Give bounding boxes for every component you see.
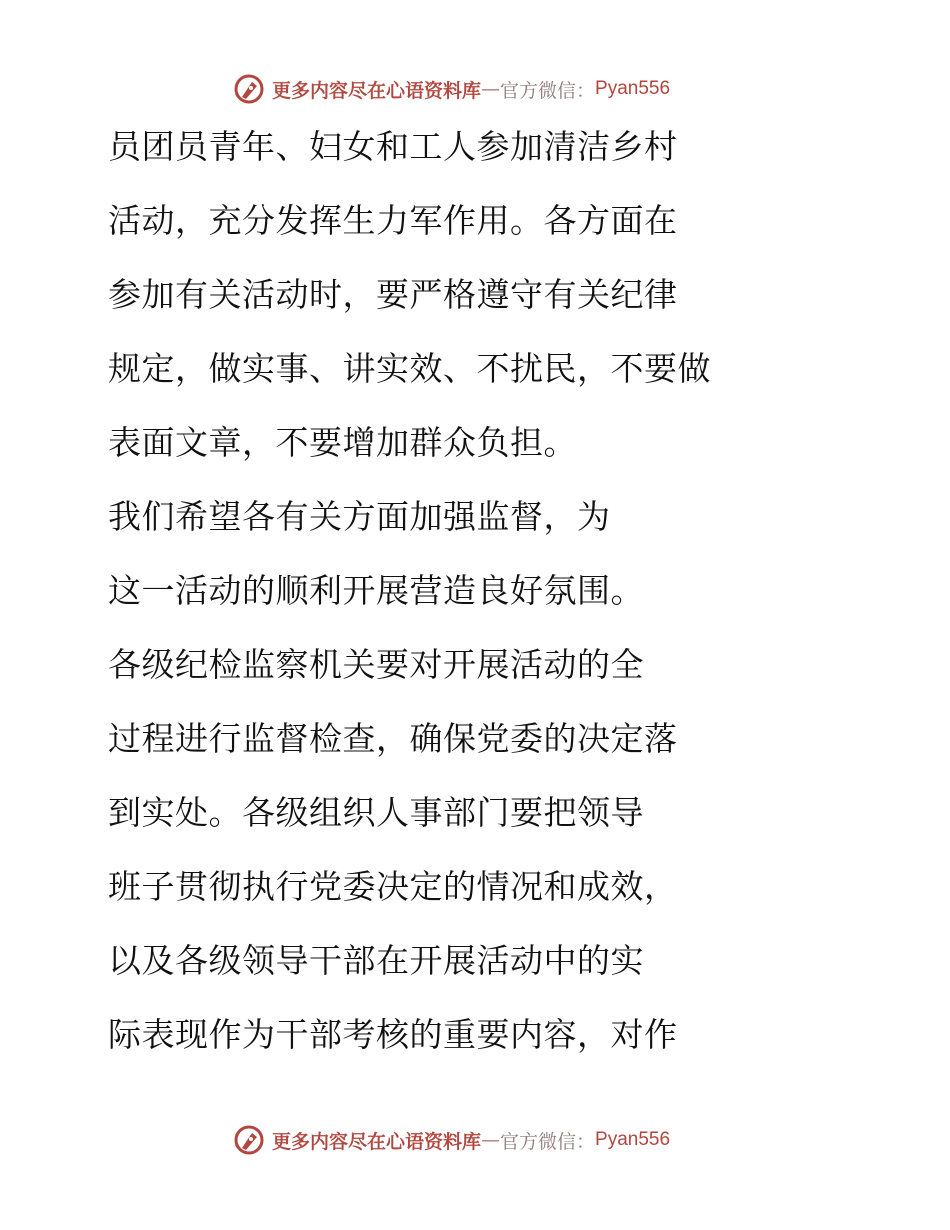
footer-banner	[232, 1123, 670, 1157]
banner-separator: —	[481, 1129, 501, 1151]
text-line: 我们希望各有关方面加强监督，为	[108, 497, 611, 536]
pen-nib-logo-icon	[232, 1123, 266, 1157]
text-line: 活动，充分发挥生力军作用。各方面在	[108, 201, 678, 240]
text-line: 这一活动的顺利开展营造良好氛围。	[108, 571, 644, 610]
banner-wechat-id: Pyan556	[595, 1129, 671, 1150]
text-line: 过程进行监督检查，确保党委的决定落	[108, 719, 678, 758]
banner-wechat-id: Pyan556	[595, 78, 671, 99]
text-line: 各级纪检监察机关要对开展活动的全	[108, 645, 644, 684]
text-line: 班子贯彻执行党委决定的情况和成效，	[108, 867, 678, 906]
text-line: 参加有关活动时，要严格遵守有关纪律	[108, 275, 678, 314]
text-line: 表面文章，不要增加群众负担。	[108, 423, 577, 462]
banner-title: 更多内容尽在心语资料库	[272, 1130, 482, 1153]
banner-title: 更多内容尽在心语资料库	[272, 79, 482, 102]
text-line: 规定，做实事、讲实效、不扰民，不要做	[108, 349, 711, 388]
banner-wechat-label: 官方微信：	[500, 1130, 596, 1153]
text-line: 以及各级领导干部在开展活动中的实	[108, 941, 644, 980]
header-banner	[232, 72, 670, 106]
text-line: 员团员青年、妇女和工人参加清洁乡村	[108, 127, 678, 166]
pen-nib-logo-icon	[232, 72, 266, 106]
text-line: 际表现作为干部考核的重要内容，对作	[108, 1015, 678, 1054]
banner-separator: —	[481, 78, 501, 100]
banner-wechat-label: 官方微信：	[500, 79, 596, 102]
text-line: 到实处。各级组织人事部门要把领导	[108, 793, 644, 832]
document-body	[108, 124, 868, 1086]
